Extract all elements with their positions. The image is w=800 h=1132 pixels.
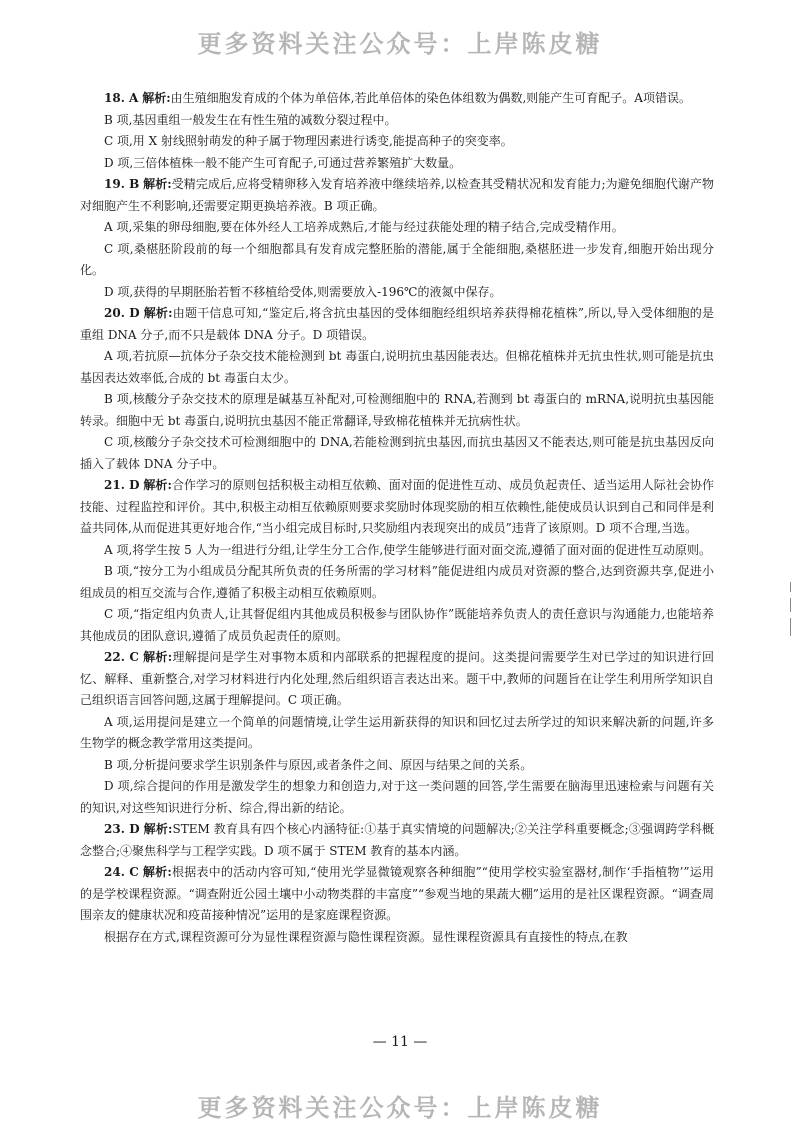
item-22 (80, 647, 714, 712)
question-number: 24. C (104, 865, 139, 879)
question-number: 19. B (104, 177, 140, 191)
item-20 (80, 303, 714, 346)
scan-edge-mark (790, 618, 791, 636)
paragraph: A 项,运用提问是建立一个简单的问题情境,让学生运用新获得的知识和回忆过去所学过的知识来解决新的问题,许多生物学的概念教学常用这类提问。 (80, 714, 714, 750)
item-23 (80, 819, 714, 862)
watermark-top: 更多资料关注公众号：上岸陈皮糖 (197, 30, 603, 58)
paragraph: D 项,综合提问的作用是激发学生的想象力和创造力,对于这一类问题的回答,学生需要在脑海里迅速检索与问题有关的知识,对这些知识进行分析、综合,得出新的结论。 (80, 779, 714, 815)
paragraph: B 项,基因重组一般发生在有性生殖的减数分裂过程中。 (104, 112, 397, 127)
paragraph-text: 受精完成后,应将受精卵移入发育培养液中继续培养,以检查其受精状况和发育能力;为避免细胞代谢产物对细胞产生不利影响,还需要定期更换培养液。B 项正确。 (80, 177, 714, 213)
paragraph: B 项,“按分工为小组成员分配其所负责的任务所需的学习材料”能促进组内成员对资源的整合,达到资源共享,促进小组成员的相互交流与合作,遵循了积极主动相互依赖原则。 (80, 564, 714, 600)
paragraph-text: 根据表中的活动内容可知,“使用光学显微镜观察各种细胞”“使用学校实验室器材,制作‘手指植物’”运用的是学校课程资源。“调查附近公园土壤中小动物类群的丰富度”“参观当地的果蔬大棚”运用的是社区课程资源。“调查周围亲友的健康状况和疫苗接种情况”运用的是家庭课程资源。 (80, 865, 714, 922)
paragraph-text: 理解提问是学生对事物本质和内部联系的把握程度的提问。这类提问需要学生对已学过的知识进行回忆、解释、重新整合,对学习材料进行内化处理,然后组织语言表达出来。题干中,教师的问题旨在让学生利用所学知识自己组织语言回答问题,这属于理解提问。C 项正确。 (80, 650, 714, 707)
paragraph-text: 由题干信息可知,“鉴定后,将含抗虫基因的受体细胞经组织培养获得棉花植株”,所以,导入受体细胞的是重组 DNA 分子,而不只是载体 DNA 分子。D 项错误。 (80, 306, 714, 342)
question-number: 22. C (104, 650, 139, 664)
answer-explanations (80, 88, 714, 948)
analysis-label: 解析: (143, 177, 172, 191)
analysis-label: 解析: (142, 865, 172, 879)
paragraph: A 项,若抗原—抗体分子杂交技术能检测到 bt 毒蛋白,说明抗虫基因能表达。但棉花植株并无抗虫性状,则可能是抗虫基因表达效率低,合成的 bt 毒蛋白太少。 (80, 349, 714, 385)
analysis-label: 解析: (143, 306, 173, 320)
paragraph: D 项,获得的早期胚胎若暂不移植给受体,则需要放入-196℃的液氮中保存。 (104, 284, 502, 299)
analysis-label: 解析: (143, 478, 172, 492)
paragraph: D 项,三倍体植株一般不能产生可育配子,可通过营养繁殖扩大数量。 (104, 155, 462, 170)
paragraph-text: 合作学习的原则包括积极主动相互依赖、面对面的促进性互动、成员负起责任、适当运用人际社会协作技能、过程监控和评价。其中,积极主动相互依赖原则要求奖励时体现奖励的相互依赖性,能使成员认识到自己和同伴是利益共同体,从而促进其更好地合作,“当小组完成目标时,只奖励组内表现突出的成员”违背了该原则。D 项不合理,当选。 (80, 478, 714, 535)
paragraph: B 项,分析提问要求学生识别条件与原因,或者条件之间、原因与结果之间的关系。 (104, 757, 533, 772)
analysis-label: 解析: (143, 650, 173, 664)
question-number: 20. D (104, 306, 140, 320)
analysis-label: 解析: (142, 91, 171, 105)
page-number: — 11 — (372, 1034, 428, 1050)
paragraph: C 项,用 X 射线照射萌发的种子属于物理因素进行诱变,能提高种子的突变率。 (104, 134, 513, 148)
analysis-label: 解析: (143, 822, 173, 836)
paragraph: A 项,采集的卵母细胞,要在体外经人工培养成熟后,才能与经过获能处理的精子结合,完成受精作用。 (104, 220, 624, 234)
item-24 (80, 862, 714, 927)
item-19 (80, 174, 714, 217)
item-21 (80, 475, 714, 540)
paragraph: C 项,桑椹胚阶段前的每一个细胞都具有发育成完整胚胎的潜能,属于全能细胞,桑椹胚进一步发育,细胞开始出现分化。 (80, 241, 714, 277)
scan-edge-mark (790, 582, 791, 592)
question-number: 18. A (104, 91, 139, 105)
paragraph-text: STEM 教育具有四个核心内涵特征:①基于真实情境的问题解决;②关注学科重要概念;③强调跨学科概念整合;④聚焦科学与工程学实践。D 项不属于 STEM 教育的基本内涵。 (80, 822, 714, 858)
paragraph-text: 由生殖细胞发育成的个体为单倍体,若此单倍体的染色体组数为偶数,则能产生可育配子。A项错误。 (170, 91, 691, 105)
watermark-bottom: 更多资料关注公众号：上岸陈皮糖 (197, 1094, 603, 1122)
paragraph: C 项,核酸分子杂交技术可检测细胞中的 DNA,若能检测到抗虫基因,而抗虫基因又不能表达,则可能是抗虫基因反向插入了载体 DNA 分子中。 (80, 435, 714, 471)
paragraph: B 项,核酸分子杂交技术的原理是碱基互补配对,可检测细胞中的 RNA,若测到 bt 毒蛋白的 mRNA,说明抗虫基因能转录。细胞中无 bt 毒蛋白,说明抗虫基因不能正常翻译,导致棉花植株并无抗病性状。 (80, 392, 714, 428)
paragraph: A 项,将学生按 5 人为一组进行分组,让学生分工合作,使学生能够进行面对面交流,遵循了面对面的促进性互动原则。 (104, 542, 712, 557)
item-18 (80, 88, 714, 110)
scan-edge-mark (790, 598, 791, 612)
paragraph: 根据存在方式,课程资源可分为显性课程资源与隐性课程资源。显性课程资源具有直接性的特点,在教 (104, 929, 628, 944)
question-number: 21. D (104, 478, 140, 492)
question-number: 23. D (104, 822, 140, 836)
paragraph: C 项,“指定组内负责人,让其督促组内其他成员积极参与团队协作”既能培养负责人的责任意识与沟通能力,也能培养其他成员的团队意识,遵循了成员负起责任的原则。 (80, 607, 714, 643)
